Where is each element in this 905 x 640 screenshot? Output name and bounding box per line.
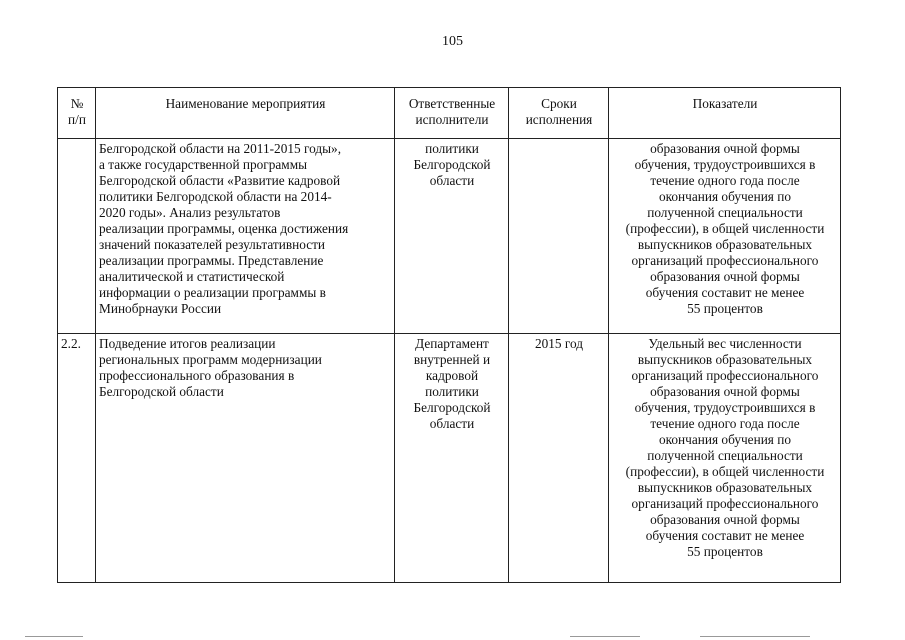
cell-deadline: 2015 год: [509, 334, 609, 583]
page-number: 105: [442, 34, 463, 49]
cell-responsible: Департамент внутренней и кадровой политики Белгородской области: [395, 334, 509, 583]
cell-number: 2.2.: [58, 334, 96, 583]
header-activity-name: Наименование мероприятия: [96, 88, 395, 139]
scan-artifact-line: [700, 636, 810, 637]
cell-activity-name: Белгородской области на 2011-2015 годы», а также государственной программы Белгородской области «Развитие кадровой политики Белгородской области на 2014- 2020 годы». Анализ результатов реализации программы, оценка достижения значений показателей результативности реализации программы. Представление аналитической и статистической информации о реализации программы в Минобрнауки России: [96, 139, 395, 334]
table-header-row: [58, 88, 841, 139]
cell-responsible: политики Белгородской области: [395, 139, 509, 334]
header-number: № п/п: [58, 88, 96, 139]
header-deadline: Сроки исполнения: [509, 88, 609, 139]
scan-artifact-line: [25, 636, 83, 637]
table-row: [58, 334, 841, 583]
header-indicators: Показатели: [609, 88, 841, 139]
cell-indicators: образования очной формы обучения, трудоустроившихся в течение одного года после окончания обучения по полученной специальности (профессии), в общей численности выпускников образовательных организаций профессионального образования очной формы обучения составит не менее 55 процентов: [609, 139, 841, 334]
header-responsible: Ответственные исполнители: [395, 88, 509, 139]
cell-number: [58, 139, 96, 334]
plan-table: [57, 87, 841, 583]
cell-activity-name: Подведение итогов реализации региональных программ модернизации профессионального образования в Белгородской области: [96, 334, 395, 583]
scan-artifact-line: [570, 636, 640, 637]
cell-indicators: Удельный вес численности выпускников образовательных организаций профессионального образования очной формы обучения, трудоустроившихся в течение одного года после окончания обучения по полученной специальности (профессии), в общей численности выпускников образовательных организаций профессионального образования очной формы обучения составит не менее 55 процентов: [609, 334, 841, 583]
cell-deadline: [509, 139, 609, 334]
table-row: [58, 139, 841, 334]
